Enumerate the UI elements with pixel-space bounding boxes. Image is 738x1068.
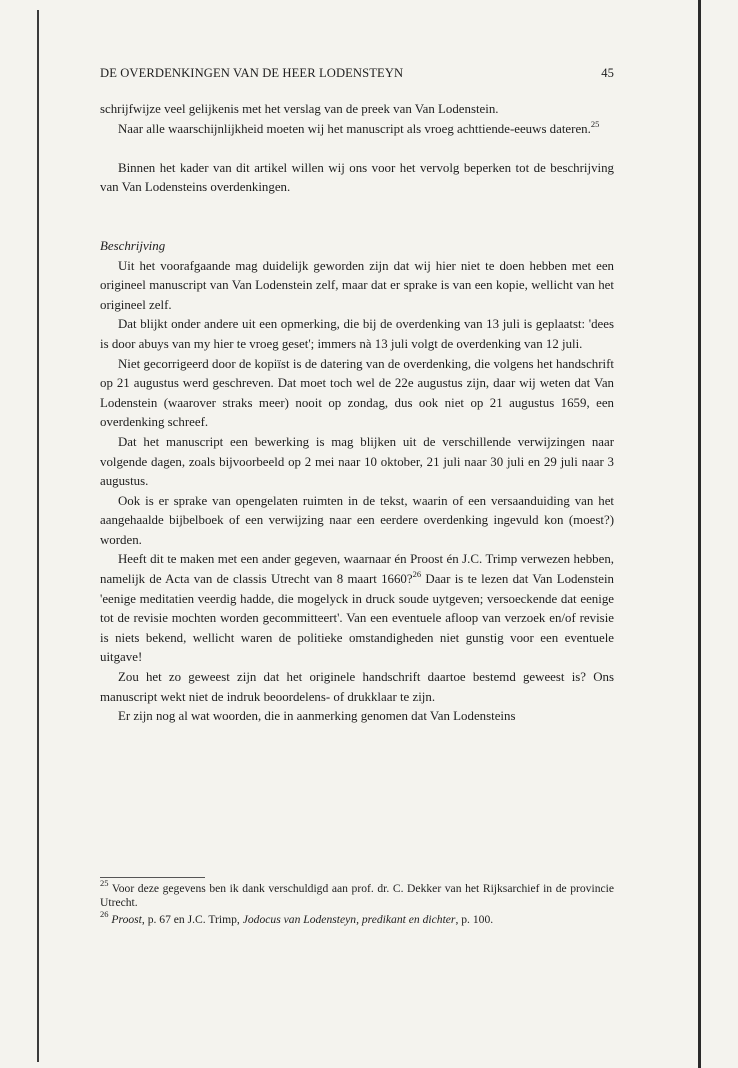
footnote-divider (100, 877, 205, 878)
footnote-text: , p. 100. (455, 912, 494, 926)
footnote-book-title: Jodocus van Lodensteyn, predikant en dichter (242, 912, 456, 926)
section-heading: Beschrijving (100, 238, 166, 253)
footnote-ref-25[interactable]: 25 (590, 118, 600, 129)
paragraph: Uit het voorafgaande mag duidelijk geworden zijn dat wij hier niet te doen hebben met een origineel manuscript van Van Lodenstein zelf, maar dat er sprake is van een kopie, wellicht van het origineel zelf. (100, 258, 614, 312)
page-edge-left (37, 10, 39, 1062)
main-text (100, 100, 614, 727)
paragraph: Zou het zo geweest zijn dat het originele handschrift daartoe bestemd geweest is? Ons manuscript wekt niet de indruk beoordelens- of drukklaar te zijn. (100, 670, 614, 704)
paragraph: Niet gecorrigeerd door de kopiïst is de datering van de overdenking, die volgens het handschrift op 21 augustus werd geschreven. Dat moet toch wel de 22e augustus zijn, daar wij weten dat Van Lodenstein (waarover straks meer) nooit op zondag, dus ook niet op 21 augustus 1659, een overdenking schreef. (100, 356, 614, 430)
footnote-ref-26[interactable]: 26 (412, 569, 422, 580)
paragraph: Er zijn nog al wat woorden, die in aanmerking genomen dat Van Lodensteins (118, 709, 516, 724)
running-title: DE OVERDENKINGEN VAN DE HEER LODENSTEYN (100, 66, 404, 80)
paragraph-continued: schrijfwijze veel gelijkenis met het verslag van de preek van Van Lodenstein. (100, 102, 499, 116)
paragraph-text: Heeft dit te maken met een ander gegeven, waarnaar én Proost én J.C. Trimp verwezen hebben, namelijk de Acta van de classis Utrecht van 8 maart 1660? (100, 552, 614, 587)
footnote-mark: 25 (100, 878, 109, 888)
paragraph-text: Naar alle waarschijnlijkheid moeten wij het manuscript als vroeg achttiende-eeuws dateren. (118, 121, 591, 136)
footnotes (100, 878, 614, 927)
paragraph: Dat blijkt onder andere uit een opmerking, die bij de overdenking van 13 juli is geplaatst: 'dees is door abuys van my hier te vroeg geset'; immers nà 13 juli volgt de overdenking van 12 juli. (100, 317, 614, 351)
page-number: 45 (601, 66, 614, 80)
footnote-25 (100, 878, 614, 911)
footnote-text: , p. 67 en J.C. Trimp, (141, 912, 243, 926)
footnote-text: Voor deze gegevens ben ik dank verschuldigd aan prof. dr. C. Dekker van het Rijksarchief in de provincie Utrecht. (100, 882, 614, 910)
footnote-26 (100, 908, 614, 927)
page-edge-right (698, 0, 701, 1068)
footnote-mark: 26 (100, 908, 109, 919)
paragraph-text-cont: Daar is te lezen dat Van Lodenstein 'eenige meditatien veerdig hadde, die mogelyck in druck soude uytgeven; versoeckende dat eenige tot de revisie mochten worden gecommitteert'. Van een eventuele afloop van verzoek en/of revisie is niets bekend, wellicht waren de politieke omstandigheden niet gunstig voor een eventuele uitgave! (100, 572, 614, 665)
paragraph-scope: Binnen het kader van dit artikel willen wij ons voor het vervolg beperken tot de beschrijving van Van Lodensteins overdenkingen. (100, 160, 614, 195)
paragraph-dating (100, 120, 614, 140)
paragraph: Ook is er sprake van opengelaten ruimten in de tekst, waarin of een versaanduiding van het aangehaalde bijbelboek of een verwijzing naar een eerdere overdenking ingevuld kon (moest?) worden. (100, 493, 614, 547)
paragraph-acta (100, 550, 614, 668)
footnote-citation-proost: Proost (111, 912, 142, 926)
paragraph: Dat het manuscript een bewerking is mag blijken uit de verschillende verwijzingen naar volgende dagen, zoals bijvoorbeeld op 2 mei naar 10 oktober, 21 juli naar 30 juli en 29 juli naar 3 augustus. (100, 434, 614, 489)
